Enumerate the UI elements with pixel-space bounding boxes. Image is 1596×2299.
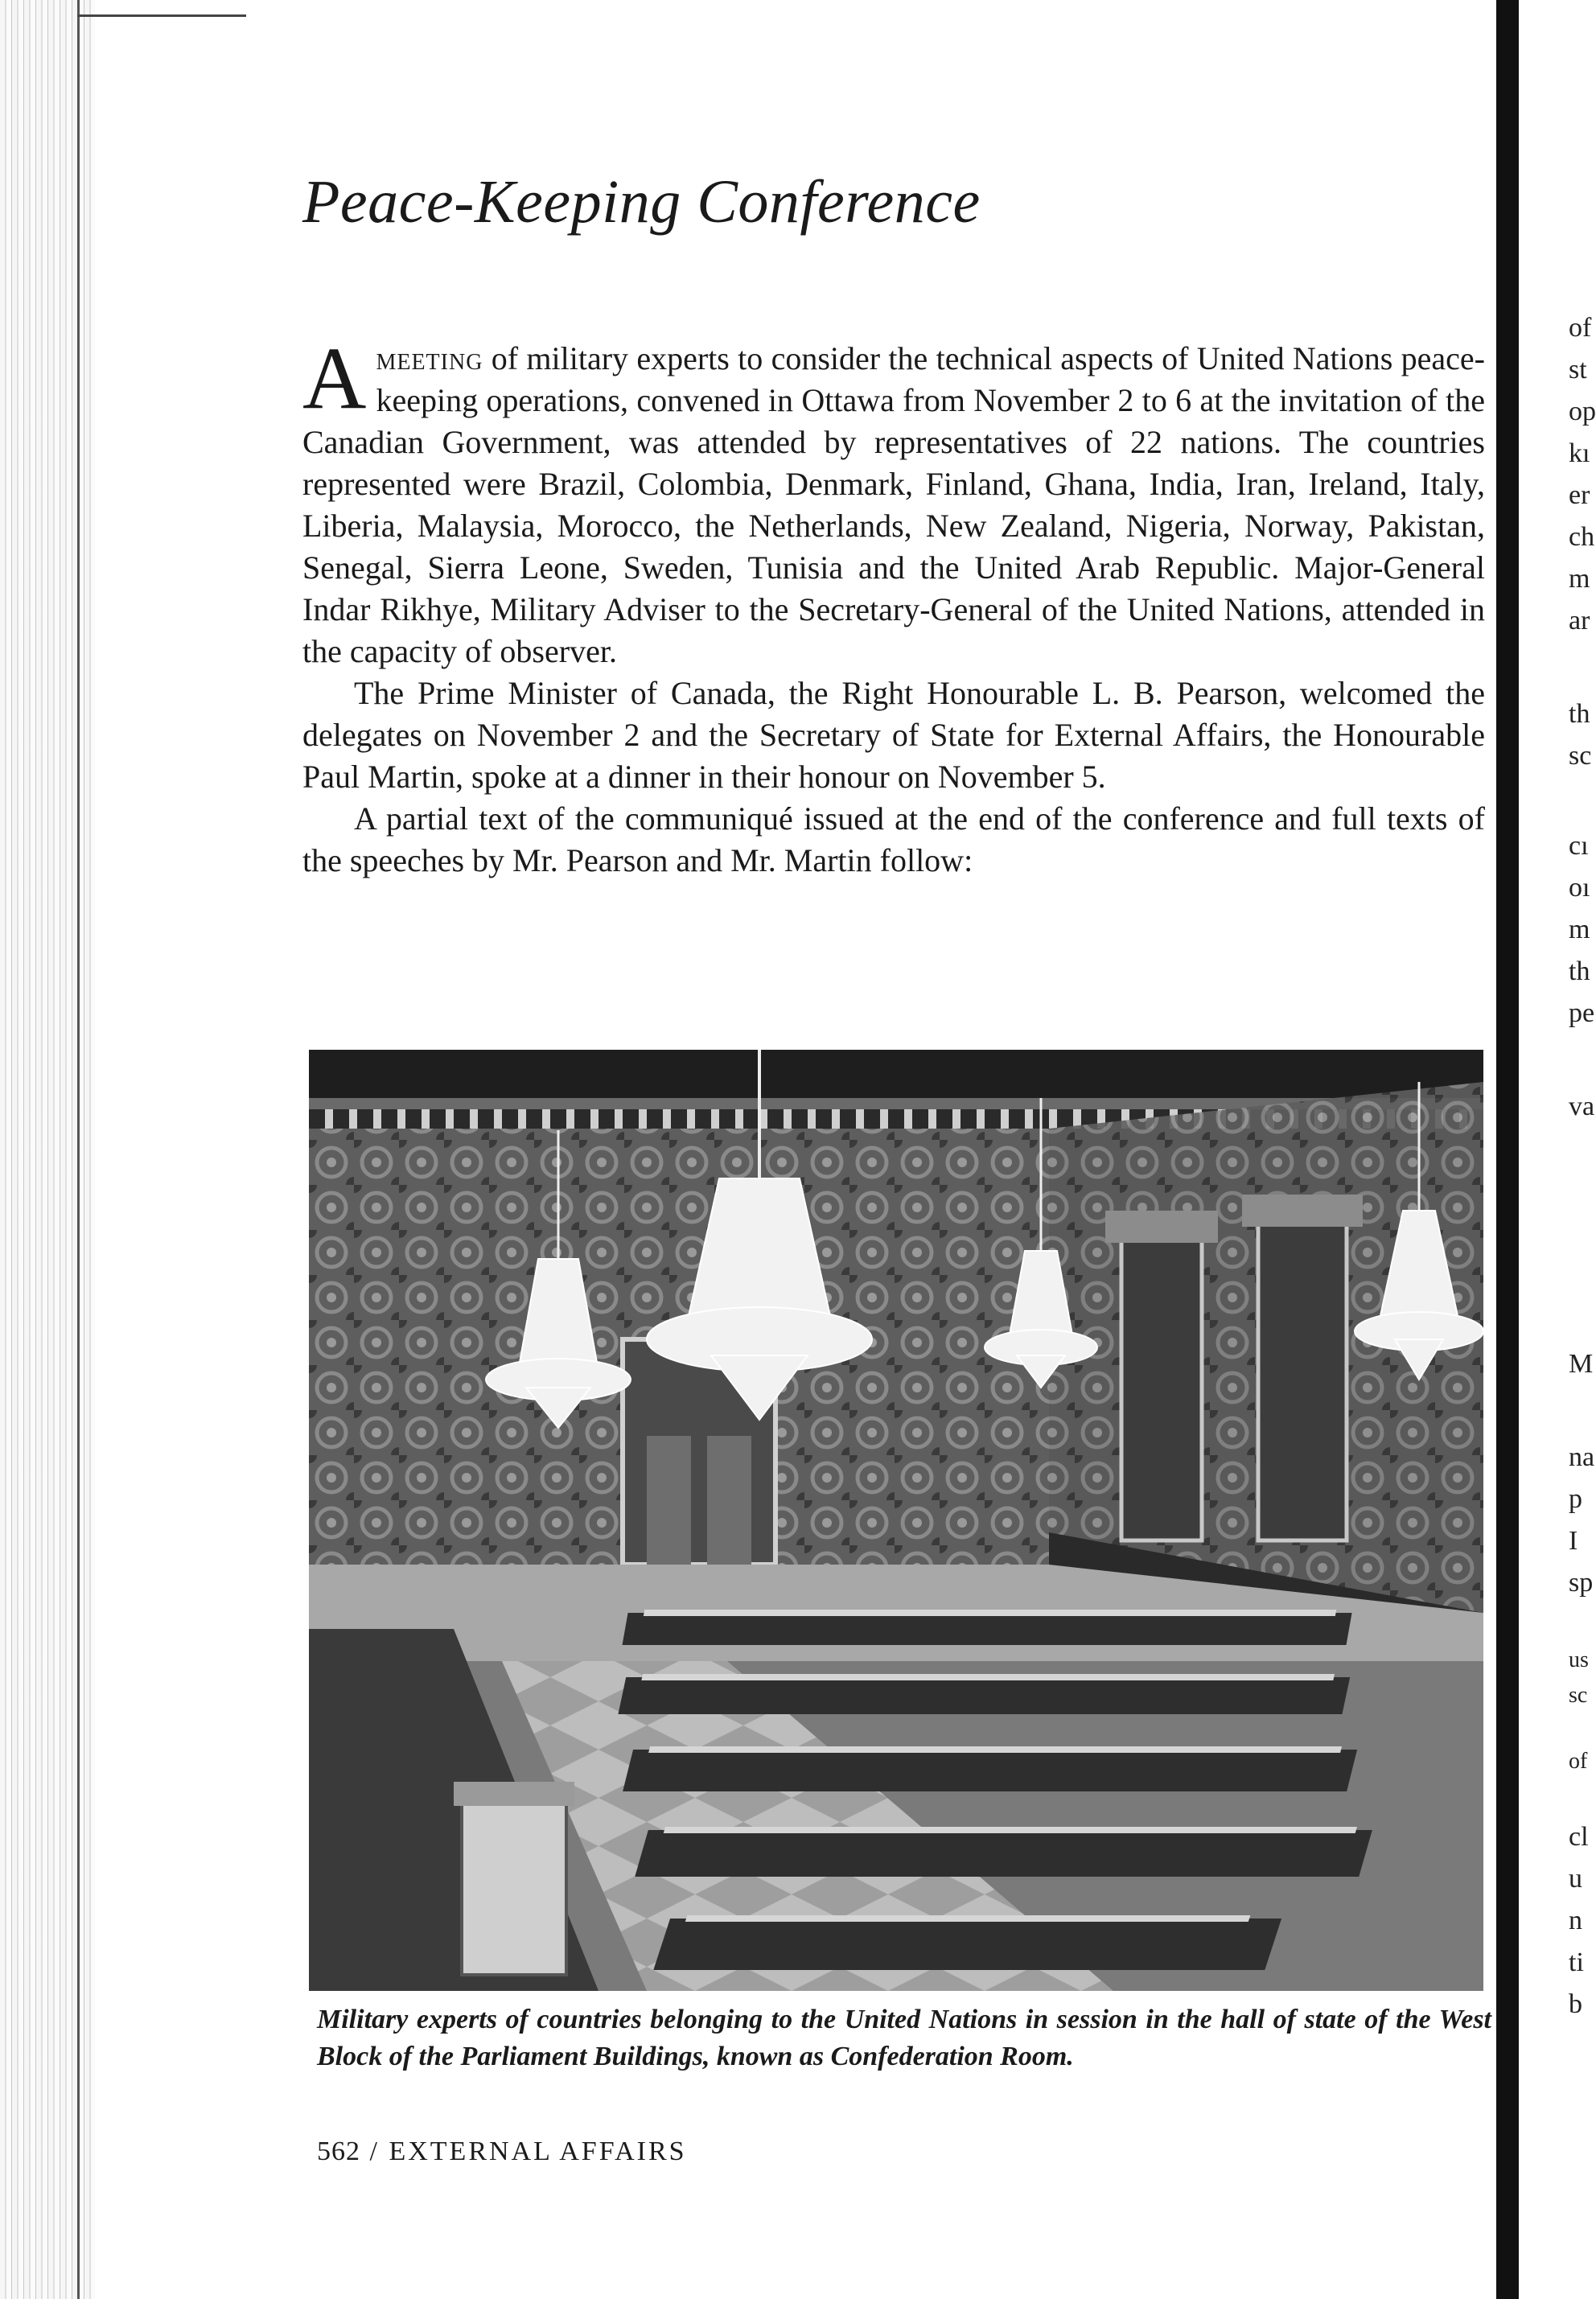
paragraph-2: The Prime Minister of Canada, the Right Honourable L. B. Pearson, welcomed the delegates on November 2 and the Secretary of State for External Affairs, the Honourable Paul Martin, spoke at a dinner in their honour on November 5. bbox=[302, 675, 1485, 795]
page-gutter-shadow bbox=[1496, 0, 1519, 2299]
paragraph-3: A partial text of the communiqué issued at the end of the conference and full texts of the speeches by Mr. Pearson and Mr. Martin follow: bbox=[302, 800, 1485, 878]
adjacent-page-fragment: na bbox=[1569, 1442, 1595, 1472]
adjacent-page-fragment: kı bbox=[1569, 438, 1590, 468]
adjacent-page-fragment: m bbox=[1569, 915, 1590, 944]
publication-name: EXTERNAL AFFAIRS bbox=[389, 2137, 687, 2166]
adjacent-page-fragment: th bbox=[1569, 956, 1590, 986]
adjacent-page-fragment: st bbox=[1569, 355, 1587, 385]
paragraph-1 bbox=[302, 329, 1485, 672]
adjacent-page-fragment: of bbox=[1569, 313, 1592, 343]
adjacent-page-fragment: op bbox=[1569, 397, 1596, 426]
adjacent-page-fragment: b bbox=[1569, 1989, 1582, 2019]
adjacent-page-fragment: pe bbox=[1569, 998, 1595, 1028]
page-title: Peace-Keeping Conference bbox=[302, 168, 981, 236]
photo-caption: Military experts of countries belonging to the United Nations in session in the hall of state of the West Block of the Parliament Buildings, known as Confederation Room. bbox=[317, 2005, 1491, 2071]
adjacent-page-fragment: ti bbox=[1569, 1947, 1584, 1977]
confederation-room-illustration bbox=[309, 1050, 1483, 1991]
adjacent-page-fragment: u bbox=[1569, 1864, 1582, 1894]
adjacent-page-fragment: sc bbox=[1569, 1683, 1588, 1708]
adjacent-page-fragment: sc bbox=[1569, 741, 1592, 771]
adjacent-page-fragment: sp bbox=[1569, 1568, 1594, 1598]
adjacent-page-fragment: m bbox=[1569, 564, 1590, 594]
page-footer bbox=[317, 2137, 687, 2167]
adjacent-page-fragment: va bbox=[1569, 1092, 1595, 1121]
adjacent-page-fragment: of bbox=[1569, 1749, 1588, 1774]
binding-edge bbox=[0, 0, 95, 2299]
article-body bbox=[302, 329, 1485, 882]
adjacent-page-fragment: ar bbox=[1569, 606, 1590, 635]
adjacent-page-fragment: er bbox=[1569, 480, 1590, 510]
adjacent-page-fragment: p bbox=[1569, 1484, 1582, 1514]
adjacent-page-fragment: cı bbox=[1569, 831, 1589, 861]
paragraph-1-text: of military experts to consider the technical aspects of United Nations peace-keeping operations, convened in Ottawa from November 2 to 6 at the invitation of the Canadian Government, was attended by representatives of 22 nations. The countries represented were Brazil, Colombia, Denmark, Finland, Ghana, India, Iran, Ireland, Italy, Liberia, Malaysia, Morocco, the Netherlands, New Zealand, Nigeria, Norway, Pakistan, Senegal, Sierra Leone, Sweden, Tunisia and the United Arab Republic. Major-General Indar Rikhye, Military Adviser to the Secretary-General of the United Nations, attended in the capacity of observer. bbox=[302, 340, 1485, 669]
adjacent-page-fragment: th bbox=[1569, 699, 1590, 729]
drop-cap: A bbox=[302, 329, 367, 427]
adjacent-page-fragment: ch bbox=[1569, 522, 1595, 552]
adjacent-page-fragment: M bbox=[1569, 1349, 1594, 1379]
lead-in-smallcaps: meeting bbox=[376, 340, 483, 376]
adjacent-page-fragment: n bbox=[1569, 1906, 1582, 1935]
adjacent-page-fragment: us bbox=[1569, 1647, 1589, 1672]
adjacent-page-fragment: cl bbox=[1569, 1822, 1589, 1852]
adjacent-page-fragment: oı bbox=[1569, 873, 1590, 903]
page-number: 562 bbox=[317, 2137, 360, 2166]
top-corner-rule bbox=[77, 14, 246, 17]
adjacent-page-fragment: I bbox=[1569, 1526, 1578, 1556]
footer-separator: / bbox=[369, 2137, 380, 2166]
conference-photo bbox=[309, 1050, 1483, 1991]
binding-rule bbox=[77, 0, 80, 2299]
